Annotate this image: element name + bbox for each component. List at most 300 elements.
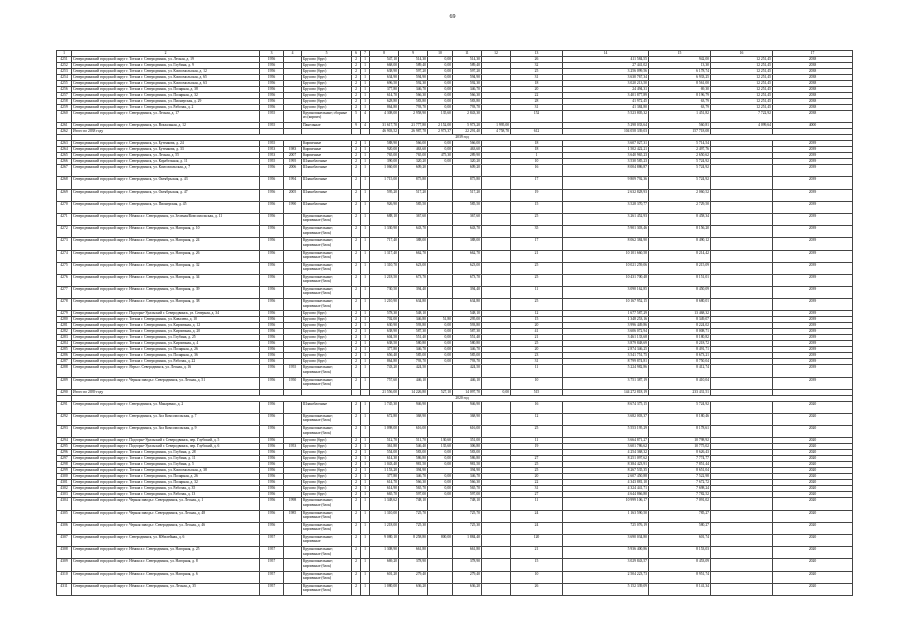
common-area-cell <box>482 414 511 426</box>
floors-cell: 2 <box>352 547 361 559</box>
limit-cost-cell: 12 251,45 <box>711 69 773 75</box>
row-number-cell: 4267 <box>57 165 72 177</box>
repair-cost-cell: 10 021 259,06 <box>563 262 649 274</box>
apartments-area-cell: 306,80 <box>453 444 482 450</box>
repair-cost-cell: 3 461 133,68 <box>563 335 649 341</box>
planned-year-cell: 2038 <box>773 63 853 69</box>
wall-material-cell: Крупнопанельные; кирпичные (блок) <box>302 522 352 534</box>
living-area-cell: 587,30 <box>399 329 428 335</box>
wall-material-cell: Брусово (брус) <box>302 444 352 450</box>
row-number-cell: 4279 <box>57 311 72 317</box>
living-area-cell: 388,00 <box>399 238 428 250</box>
row-number-cell: 4252 <box>57 63 72 69</box>
row-number-cell: 4265 <box>57 153 72 159</box>
residents-cell: 1 <box>511 153 563 159</box>
residents-cell: 24 <box>511 522 563 534</box>
build-year-cell: 1956 <box>260 81 284 87</box>
table-row <box>57 226 853 238</box>
repair-cost-cell: 1 163 590,50 <box>563 510 649 522</box>
build-year-cell: 1956 <box>260 250 284 262</box>
living-area-cell: 616,00 <box>399 426 428 438</box>
nonresidential-area-cell: 0,00 <box>428 323 453 329</box>
residents-cell: 612 <box>511 129 563 135</box>
build-year-cell: 1956 <box>260 335 284 341</box>
address-cell: Северодвинский городской округ г. Северодвинск, ул. Зол Комсомольская, д. 7 <box>72 414 260 426</box>
repair-cost-cell: 3 751 387,19 <box>563 377 649 389</box>
row-number-cell: 4281 <box>57 323 72 329</box>
unit-cost-cell: 580,27 <box>649 522 711 534</box>
limit-cost-cell <box>711 401 773 413</box>
renovation-year-cell <box>284 559 302 571</box>
unit-cost-cell: 8 180,82 <box>649 335 711 341</box>
floors-cell: 2 <box>352 250 361 262</box>
common-area-cell <box>482 365 511 377</box>
apartments-area-cell: 14 097,70 <box>453 389 482 395</box>
limit-cost-cell <box>711 365 773 377</box>
wall-material-cell: Крупнопанельные; кирпичные (блок) <box>302 426 352 438</box>
unit-cost-cell: 2 650,62 <box>649 153 711 159</box>
address-cell: Северодвинский городской округ г. Тотьма г. Северодвинск, ул. Комсомольская, д. 63 <box>72 81 260 87</box>
total-area-cell: 1 330,90 <box>370 226 399 238</box>
row-number-cell: 4275 <box>57 262 72 274</box>
build-year-cell: 1956 <box>260 341 284 347</box>
entrances-cell: 1 <box>361 165 370 177</box>
entrances-cell: 4 <box>361 123 370 129</box>
build-year-cell: 1956 <box>260 105 284 111</box>
row-number-cell: 4291 <box>57 401 72 413</box>
floors-cell: 2 <box>352 450 361 456</box>
living-area-cell: 463,60 <box>399 147 428 153</box>
total-area-cell: 743,20 <box>370 365 399 377</box>
entrances-cell: 1 <box>361 274 370 286</box>
total-area-cell: 926,90 <box>370 201 399 213</box>
apartments-area-cell: 566,30 <box>453 480 482 486</box>
living-area-cell: 394,90 <box>399 468 428 474</box>
planned-year-cell: 2039 <box>773 238 853 250</box>
unit-cost-cell: 8 196,79 <box>649 93 711 99</box>
address-cell: Северодвинский городской округ г. Северодвинск, ул. Юбилейная, д. 6 <box>72 534 260 546</box>
planned-year-cell: 2020 <box>773 547 853 559</box>
repair-cost-cell: 144 272 818,19 <box>563 389 649 395</box>
entrances-cell: 4 <box>361 111 370 123</box>
total-area-cell: 588,90 <box>370 141 399 147</box>
repair-cost-cell: 3 090 162,85 <box>563 287 649 299</box>
table-row <box>57 238 853 250</box>
wall-material-cell: Крупнопанельные; сборные из (кирпич) <box>302 111 352 123</box>
build-year-cell: 1956 <box>260 450 284 456</box>
build-year-cell: 1956 <box>260 201 284 213</box>
entrances-cell: 1 <box>361 353 370 359</box>
entrances-cell: 1 <box>361 177 370 189</box>
residents-cell: 15 <box>511 559 563 571</box>
row-number-cell: 4287 <box>57 359 72 365</box>
apartments-area-cell: 5 973,20 <box>453 123 482 129</box>
entrances-cell: 1 <box>361 99 370 105</box>
living-area-cell: 585,00 <box>399 353 428 359</box>
address-cell: Северодвинский городской округ г. Тотьма г. Северодвинск, ул. Полярная, д. 32 <box>72 480 260 486</box>
total-area-cell: 21 556,00 <box>370 389 399 395</box>
wall-material-cell: Шлакоблочные <box>302 401 352 413</box>
entrances-cell: 1 <box>361 347 370 353</box>
total-area-cell: 578,30 <box>370 311 399 317</box>
table-row <box>57 377 853 389</box>
entrances-cell: 1 <box>361 571 370 583</box>
floors-cell: 2 <box>352 323 361 329</box>
nonresidential-area-cell: 0,00 <box>428 141 453 147</box>
repair-cost-cell: 10 431 700,48 <box>563 274 649 286</box>
nonresidential-area-cell <box>428 250 453 262</box>
residents-cell: 35 <box>511 226 563 238</box>
address-cell: Северодвинский городской округ г. Нёнокса г. Северодвинск, ул. Нагорная, д. 32 <box>72 262 260 274</box>
planned-year-cell: 2020 <box>773 456 853 462</box>
build-year-cell: 1956 <box>260 93 284 99</box>
build-year-cell: 1956 <box>260 414 284 426</box>
unit-cost-cell: 7 851,44 <box>649 462 711 468</box>
wall-material-cell: Крупнопанельные; кирпичные (блок) <box>302 365 352 377</box>
floors-cell: 2 <box>352 201 361 213</box>
limit-cost-cell: 12 251,45 <box>711 99 773 105</box>
planned-year-cell: 2039 <box>773 311 853 317</box>
total-area-cell: 361,80 <box>370 444 399 450</box>
total-area-cell: 377,80 <box>370 347 399 353</box>
apartments-area-cell: 587,30 <box>453 329 482 335</box>
common-area-cell <box>482 510 511 522</box>
total-area-cell: 864,80 <box>370 105 399 111</box>
floors-cell: 2 <box>352 480 361 486</box>
unit-cost-cell: 8 680,01 <box>649 299 711 311</box>
floors-cell: 2 <box>352 87 361 93</box>
planned-year-cell: 2039 <box>773 377 853 389</box>
residents-cell: 11 <box>511 498 563 510</box>
total-area-cell: 665,70 <box>370 492 399 498</box>
repair-cost-cell: 2 607 450,88 <box>563 474 649 480</box>
residents-cell: 27 <box>511 492 563 498</box>
residents-cell: 31 <box>511 75 563 81</box>
wall-material-cell: Крупнопанельные; кирпичные (блок) <box>302 213 352 225</box>
unit-cost-cell: 601,74 <box>649 534 711 546</box>
living-area-cell: 21 777,80 <box>399 123 428 129</box>
total-area-cell: 614,90 <box>370 486 399 492</box>
total-area-cell: 377,80 <box>370 474 399 480</box>
repair-cost-cell: 5 901 303,46 <box>563 226 649 238</box>
nonresidential-area-cell: 0,00 <box>428 353 453 359</box>
row-number-cell: 4256 <box>57 87 72 93</box>
row-number-cell: 4286 <box>57 353 72 359</box>
build-year-cell: 1956 <box>260 99 284 105</box>
residents-cell: 41 <box>511 329 563 335</box>
entrances-cell: 1 <box>361 534 370 546</box>
living-area-cell: 592,30 <box>399 81 428 87</box>
floors-cell: 9 <box>352 123 361 129</box>
residents-cell: 12 <box>511 414 563 426</box>
nonresidential-area-cell <box>428 226 453 238</box>
wall-material-cell: Шлакоблочные <box>302 165 352 177</box>
floors-cell: 2 <box>352 69 361 75</box>
planned-year-cell: 2020 <box>773 474 853 480</box>
unit-cost-cell: 8 673,21 <box>649 353 711 359</box>
address-cell: Северодвинский городской округ г. Нёнокса г. Северодвинск, ул. Нагорная, д. 38 <box>72 299 260 311</box>
planned-year-cell: 2039 <box>773 329 853 335</box>
apartments-area-cell: 583,80 <box>453 99 482 105</box>
table-row <box>57 583 853 595</box>
repair-cost-cell: 3 664 871,27 <box>563 438 649 444</box>
residents-cell: 120 <box>511 534 563 546</box>
total-area-cell: 614,70 <box>370 93 399 99</box>
row-number-cell: 4304 <box>57 498 72 510</box>
build-year-cell: 1956 <box>260 287 284 299</box>
renovation-year-cell: 1998 <box>284 498 302 510</box>
repair-cost-cell: 411 584,55 <box>563 57 649 63</box>
limit-cost-cell <box>711 377 773 389</box>
common-area-cell <box>482 250 511 262</box>
row-number-cell: 4262 <box>57 129 72 135</box>
common-area-cell <box>482 274 511 286</box>
unit-cost-cell: 8 008,71 <box>649 329 711 335</box>
residents-cell: 19 <box>511 444 563 450</box>
wall-material-cell: Брусово (брус) <box>302 317 352 323</box>
entrances-cell: 1 <box>361 492 370 498</box>
build-year-cell: 1955 <box>260 111 284 123</box>
floors-cell: 2 <box>352 534 361 546</box>
residents-cell: 25 <box>511 274 563 286</box>
nonresidential-area-cell <box>428 414 453 426</box>
residents-cell: 20 <box>511 323 563 329</box>
planned-year-cell: 2020 <box>773 468 853 474</box>
row-number-cell: 4302 <box>57 486 72 492</box>
repair-cost-cell: 3 601 786,62 <box>563 444 649 450</box>
apartments-area-cell: 424,50 <box>453 365 482 377</box>
wall-material-cell: Крупнопанельные; кирпичные (блок) <box>302 299 352 311</box>
nonresidential-area-cell: 0,00 <box>428 81 453 87</box>
entrances-cell: 1 <box>361 456 370 462</box>
wall-material-cell: Панельные <box>302 123 352 129</box>
address-cell: Северодвинский городской округ г. Северодвинск, ул. Макаренко, д. 2 <box>72 401 260 413</box>
planned-year-cell: 2038 <box>773 69 853 75</box>
common-area-cell <box>482 547 511 559</box>
apartments-area-cell: 463,60 <box>453 147 482 153</box>
entrances-cell: 1 <box>361 250 370 262</box>
total-area-cell: 1 218,50 <box>370 274 399 286</box>
floors-cell: 2 <box>352 341 361 347</box>
apartments-area-cell: 367,60 <box>453 213 482 225</box>
table-row <box>57 534 853 546</box>
build-year-cell: 1956 <box>260 456 284 462</box>
floors-cell: 2 <box>352 213 361 225</box>
residents-cell: 11 <box>511 438 563 444</box>
total-area-cell: 1 310,70 <box>370 262 399 274</box>
floors-cell: 2 <box>352 401 361 413</box>
build-year-cell: 1956 <box>260 365 284 377</box>
address-cell: Северодвинский городской округ г. Тотьма г. Северодвинск, ул. Рабочая, д. 2 <box>72 105 260 111</box>
row-number-cell: 4306 <box>57 522 72 534</box>
planned-year-cell: 2020 <box>773 498 853 510</box>
repair-cost-cell: 3 530 585,23 <box>563 159 649 165</box>
apartments-area-cell: 662,70 <box>453 250 482 262</box>
total-area-cell: 9 080,10 <box>370 534 399 546</box>
living-area-cell: 586,80 <box>399 456 428 462</box>
address-cell: Северодвинский городской округ г. Северодвинск, ул. Лесная, д. 55 <box>72 153 260 159</box>
column-number-cell: 11 <box>453 51 482 57</box>
unit-cost-cell: 560,81 <box>649 123 711 129</box>
total-area-cell: 669,20 <box>370 559 399 571</box>
residents-cell: 11 <box>511 287 563 299</box>
row-number-cell: 4283 <box>57 335 72 341</box>
wall-material-cell: Крупнопанельные; кирпичные (блок) <box>302 274 352 286</box>
unit-cost-cell: 63,79 <box>649 105 711 111</box>
apartments-area-cell: 673,70 <box>453 274 482 286</box>
wall-material-cell: Брусово (брус) <box>302 75 352 81</box>
nonresidential-area-cell <box>428 238 453 250</box>
apartments-area-cell: 346,70 <box>453 87 482 93</box>
build-year-cell: 1955 <box>260 141 284 147</box>
row-number-cell: 4278 <box>57 299 72 311</box>
entrances-cell: 1 <box>361 329 370 335</box>
limit-cost-cell <box>711 189 773 201</box>
repair-cost-cell: 3 020 213,50 <box>563 81 649 87</box>
entrances-cell: 1 <box>361 153 370 159</box>
address-cell: Северодвинский городской округ г. Тотьма г. Северодвинск, ул. Рабочая, д. 35 <box>72 486 260 492</box>
entrances-cell: 1 <box>361 359 370 365</box>
row-number-cell: 4270 <box>57 201 72 213</box>
planned-year-cell: 2039 <box>773 213 853 225</box>
repair-cost-cell: 10 101 660,58 <box>563 250 649 262</box>
build-year-cell: 1956 <box>260 468 284 474</box>
row-number-cell: 4296 <box>57 450 72 456</box>
living-area-cell: 609,20 <box>399 165 428 177</box>
living-area-cell: 565,70 <box>399 486 428 492</box>
total-area-cell: 1 153,20 <box>370 468 399 474</box>
common-area-cell <box>482 401 511 413</box>
planned-year-cell: 2039 <box>773 353 853 359</box>
nonresidential-area-cell: 0,00 <box>428 147 453 153</box>
limit-cost-cell <box>711 262 773 274</box>
table-row <box>57 401 853 413</box>
address-cell: Северодвинский городской округ г. Северодвинск, ул. Пионерская, д. 45 <box>72 201 260 213</box>
address-cell: Северодвинский городской округ г. Нёнокса г. Северодвинск, ул. Нагорная, д. 24 <box>72 238 260 250</box>
living-area-cell: 368,90 <box>399 414 428 426</box>
total-area-cell: 630,90 <box>370 323 399 329</box>
renovation-year-cell: 1950 <box>284 377 302 389</box>
limit-cost-cell <box>711 426 773 438</box>
planned-year-cell: 2020 <box>773 444 853 450</box>
build-year-cell: 1956 <box>260 498 284 510</box>
row-number-cell: 4274 <box>57 250 72 262</box>
limit-cost-cell <box>711 510 773 522</box>
apartments-area-cell: 748,10 <box>453 498 482 510</box>
unit-cost-cell: 7 698,24 <box>649 486 711 492</box>
repair-cost-cell: 3 029 843,57 <box>563 559 649 571</box>
wall-material-cell: Кирпичные <box>302 147 352 153</box>
total-area-cell: 604,50 <box>370 335 399 341</box>
living-area-cell: 725,30 <box>399 522 428 534</box>
build-year-cell: 1956 <box>260 510 284 522</box>
residents-cell: 25 <box>511 69 563 75</box>
common-area-cell <box>482 583 511 595</box>
unit-cost-cell: 157 718,08 <box>649 129 711 135</box>
living-area-cell: 793,70 <box>399 359 428 365</box>
row-number-cell: 4268 <box>57 177 72 189</box>
common-area-cell <box>482 534 511 546</box>
common-area-cell <box>482 189 511 201</box>
address-cell: Северодвинский городской округ г. Черная заводь г. Северодвинск, ул. Лесная, д. 48 <box>72 510 260 522</box>
wall-material-cell: Брусово (брус) <box>302 492 352 498</box>
nonresidential-area-cell <box>428 287 453 299</box>
floors-cell: 2 <box>352 335 361 341</box>
floors-cell: 2 <box>352 262 361 274</box>
apartments-area-cell: 585,50 <box>453 201 482 213</box>
floors-cell: 2 <box>352 456 361 462</box>
wall-material-cell: Брусово (брус) <box>302 57 352 63</box>
total-area-cell: 31 617,70 <box>370 123 399 129</box>
row-number-cell: 4303 <box>57 492 72 498</box>
repair-cost-cell: 8 004 886,87 <box>563 165 649 177</box>
unit-cost-cell: 8 491,71 <box>649 347 711 353</box>
renovation-year-cell: 1955 <box>284 365 302 377</box>
total-area-cell: 377,80 <box>370 87 399 93</box>
nonresidential-area-cell <box>428 365 453 377</box>
limit-cost-cell <box>711 165 773 177</box>
column-number-cell: 10 <box>428 51 453 57</box>
living-area-cell: 26 987,78 <box>399 129 428 135</box>
entrances-cell: 1 <box>361 498 370 510</box>
table-row <box>57 571 853 583</box>
nonresidential-area-cell: 800,00 <box>428 534 453 546</box>
common-area-cell <box>482 213 511 225</box>
entrances-cell: 1 <box>361 335 370 341</box>
wall-material-cell: Брусово (брус) <box>302 347 352 353</box>
residents-cell: 26 <box>511 57 563 63</box>
living-area-cell: 548,10 <box>399 311 428 317</box>
residents-cell: 16 <box>511 401 563 413</box>
living-area-cell: 2 958,90 <box>399 111 428 123</box>
build-year-cell: 1956 <box>260 63 284 69</box>
row-number-cell: 4298 <box>57 462 72 468</box>
unit-cost-cell: 8 458,34 <box>649 213 711 225</box>
total-area-cell: 765,00 <box>370 153 399 159</box>
floors-cell: 2 <box>352 287 361 299</box>
living-area-cell: 725,70 <box>399 510 428 522</box>
entrances-cell: 1 <box>361 401 370 413</box>
address-cell: Северодвинский городской округ г. Тотьма г. Северодвинск, ул. Кирпичная, д. 20 <box>72 329 260 335</box>
wall-material-cell: Крупнопанельные; кирпичные (блок) <box>302 583 352 595</box>
entrances-cell: 1 <box>361 365 370 377</box>
total-area-cell: 1 098,00 <box>370 426 399 438</box>
residents-cell: 21 <box>511 250 563 262</box>
floors-cell: 2 <box>352 347 361 353</box>
common-area-cell <box>482 238 511 250</box>
wall-material-cell: Брусово (брус) <box>302 99 352 105</box>
build-year-cell: 1956 <box>260 401 284 413</box>
common-area-cell <box>482 559 511 571</box>
build-year-cell: 1955 <box>260 159 284 165</box>
common-area-cell <box>482 299 511 311</box>
planned-year-cell: 2038 <box>773 75 853 81</box>
renovation-year-cell <box>284 401 302 413</box>
wall-material-cell: Крупнопанельные; кирпичные (блок) <box>302 498 352 510</box>
repair-cost-cell: 5 936 400,86 <box>563 547 649 559</box>
common-area-cell <box>482 226 511 238</box>
address-cell: Северодвинский городской округ г. Северодвинск, ул. Бутенкова, д. 24 <box>72 141 260 147</box>
build-year-cell: 1956 <box>260 462 284 468</box>
repair-cost-cell: 3 528 370,77 <box>563 201 649 213</box>
planned-year-cell: 2020 <box>773 480 853 486</box>
unit-cost-cell: 2 060,52 <box>649 189 711 201</box>
common-area-cell <box>482 177 511 189</box>
row-number-cell: 4253 <box>57 69 72 75</box>
column-number-cell: 12 <box>482 51 511 57</box>
total-area-cell: 638,90 <box>370 329 399 335</box>
entrances-cell: 1 <box>361 468 370 474</box>
